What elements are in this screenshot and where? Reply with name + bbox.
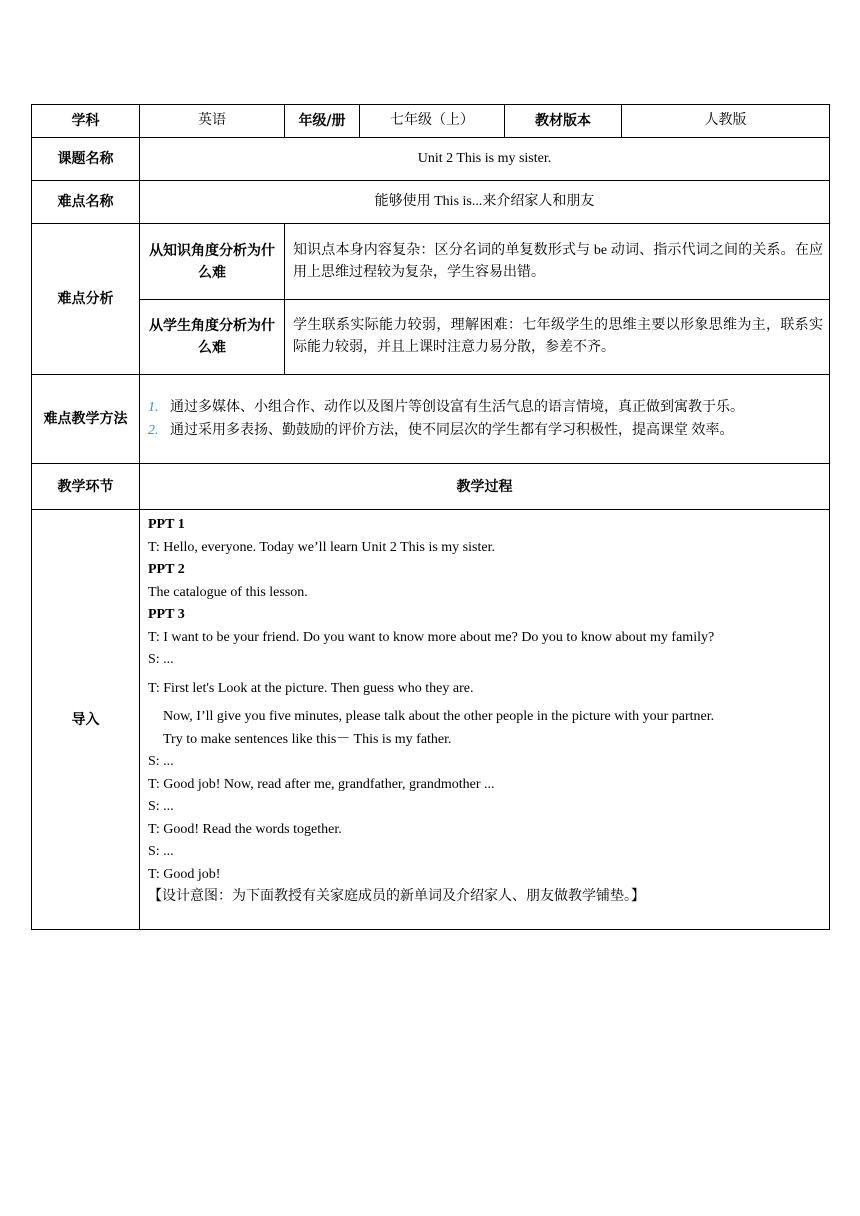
method-number: 1. bbox=[148, 400, 159, 415]
method-text: 通过多媒体、小组合作、动作以及图片等创设富有生活气息的语言情境，真正做到寓教于乐。 bbox=[170, 400, 744, 415]
subject-row bbox=[32, 105, 830, 138]
topic-label: 课题名称 bbox=[32, 138, 140, 181]
teacher-line: T: I want to be your friend. Do you want to know more about me? Do you to know about my family? bbox=[148, 629, 715, 645]
topic-value: Unit 2 This is my sister. bbox=[140, 138, 830, 181]
subject-label: 学科 bbox=[32, 105, 140, 138]
ppt-heading: PPT 2 bbox=[148, 562, 185, 577]
process-header: 教学过程 bbox=[140, 464, 830, 510]
teacher-line: T: Hello, everyone. Today we’ll learn Unit 2 This is my sister. bbox=[148, 539, 495, 555]
analysis-row-student bbox=[32, 300, 830, 375]
student-line: S: ... bbox=[148, 844, 174, 859]
methods-list bbox=[140, 375, 830, 464]
student-line: S: ... bbox=[148, 652, 174, 667]
student-angle-label: 从学生角度分析为什么难 bbox=[140, 300, 285, 375]
difficulty-name-value: 能够使用 This is...来介绍家人和朋友 bbox=[140, 181, 830, 224]
ppt-heading: PPT 3 bbox=[148, 607, 185, 622]
student-line: S: ... bbox=[148, 799, 174, 814]
methods-row bbox=[32, 375, 830, 464]
analysis-label: 难点分析 bbox=[32, 224, 140, 375]
intro-row bbox=[32, 510, 830, 930]
edition-value: 人教版 bbox=[622, 105, 830, 138]
knowledge-angle-text: 知识点本身内容复杂：区分名词的单复数形式与 be 动词、指示代词之间的关系。在应用上思维过程较为复杂，学生容易出错。 bbox=[285, 224, 830, 300]
analysis-row-knowledge bbox=[32, 224, 830, 300]
subject-value: 英语 bbox=[140, 105, 285, 138]
method-item bbox=[148, 419, 821, 442]
content-line: The catalogue of this lesson. bbox=[148, 584, 308, 600]
lesson-plan-table bbox=[31, 104, 830, 930]
edition-label: 教材版本 bbox=[505, 105, 622, 138]
teacher-line: T: Good! Read the words together. bbox=[148, 821, 342, 837]
student-line: S: ... bbox=[148, 754, 174, 769]
teacher-line: T: Good job! bbox=[148, 866, 221, 882]
grade-value: 七年级（上） bbox=[360, 105, 505, 138]
methods-label: 难点教学方法 bbox=[32, 375, 140, 464]
method-item bbox=[148, 396, 821, 419]
process-header-row bbox=[32, 464, 830, 510]
topic-row bbox=[32, 138, 830, 181]
grade-label: 年级/册 bbox=[285, 105, 360, 138]
difficulty-name-row bbox=[32, 181, 830, 224]
method-text: 通过采用多表扬、勤鼓励的评价方法，使不同层次的学生都有学习积极性，提高课堂 效率。 bbox=[170, 423, 734, 438]
intro-stage-label: 导入 bbox=[32, 510, 140, 930]
teacher-line: Now, I’ll give you five minutes, please talk about the other people in the picture with your partner. bbox=[163, 709, 715, 724]
ppt-heading: PPT 1 bbox=[148, 517, 185, 532]
method-number: 2. bbox=[148, 423, 159, 438]
knowledge-angle-label: 从知识角度分析为什么难 bbox=[140, 224, 285, 300]
difficulty-name-label: 难点名称 bbox=[32, 181, 140, 224]
student-angle-text: 学生联系实际能力较弱，理解困难：七年级学生的思维主要以形象思维为主，联系实际能力较弱，并且上课时注意力易分散，参差不齐。 bbox=[285, 300, 830, 375]
teacher-line: T: Good job! Now, read after me, grandfather, grandmother ... bbox=[148, 776, 495, 792]
design-intent-note: 【设计意图：为下面教授有关家庭成员的新单词及介绍家人、朋友做教学铺垫。】 bbox=[148, 889, 645, 904]
teacher-line: Try to make sentences like this－ This is my father. bbox=[163, 731, 452, 747]
stage-header: 教学环节 bbox=[32, 464, 140, 510]
teacher-line: T: First let's Look at the picture. Then guess who they are. bbox=[148, 680, 474, 696]
intro-process bbox=[140, 510, 830, 930]
